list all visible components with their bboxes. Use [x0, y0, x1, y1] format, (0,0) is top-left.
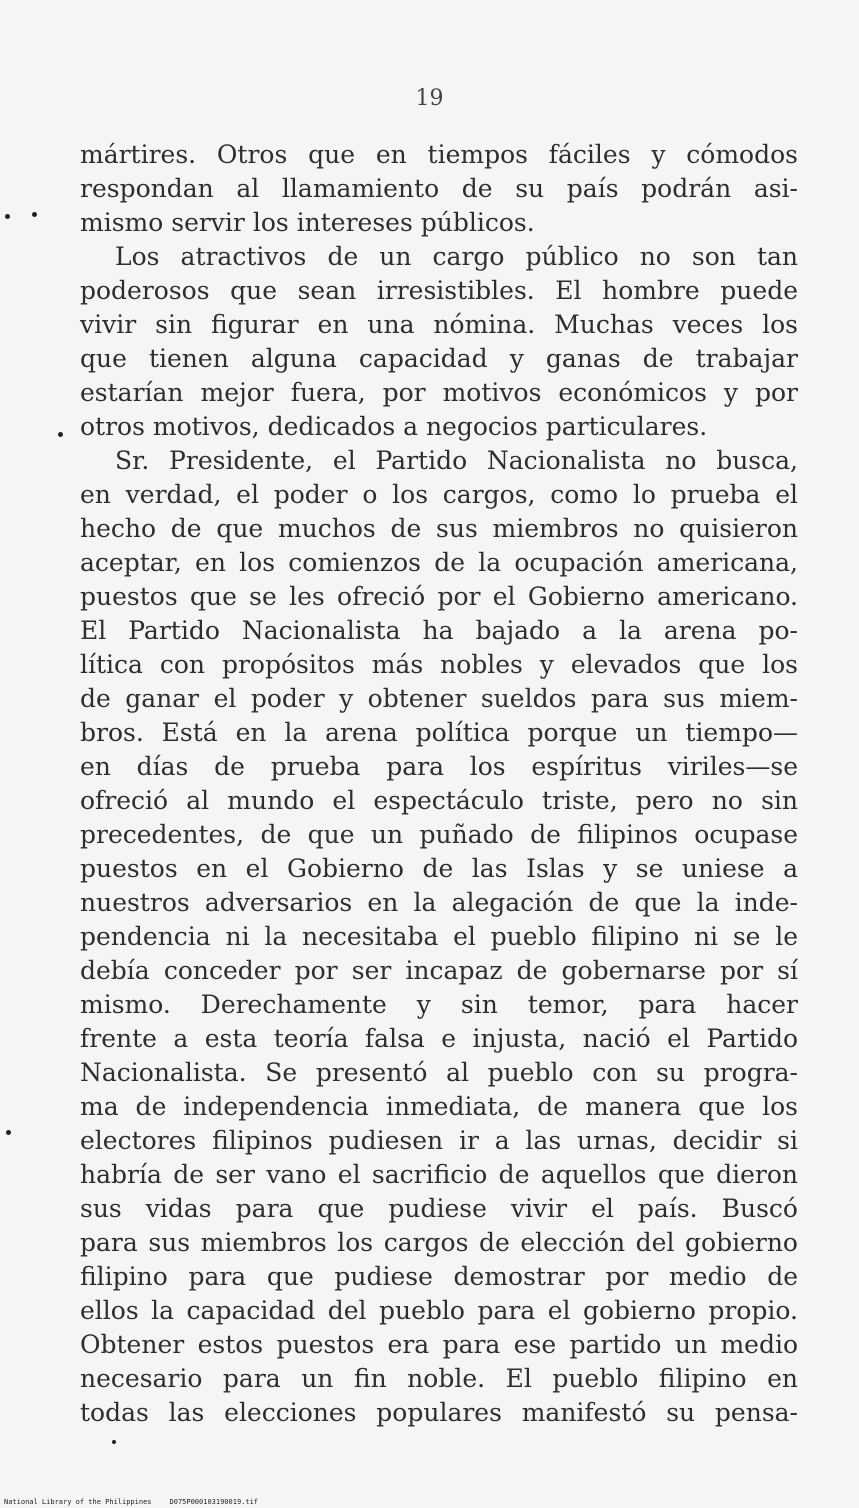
- text-line: Nacionalista. Se presentó al pueblo con su progra-: [80, 1058, 798, 1087]
- text-line: El Partido Nacionalista ha bajado a la arena po-: [80, 616, 798, 645]
- text-line: todas las elecciones populares manifestó su pensa-: [80, 1398, 798, 1427]
- text-line: frente a esta teoría falsa e injusta, nació el Partido: [80, 1024, 798, 1053]
- scan-speck: [32, 212, 37, 217]
- text-line: mártires. Otros que en tiempos fáciles y cómodos: [80, 140, 798, 169]
- text-line: para sus miembros los cargos de elección del gobierno: [80, 1228, 798, 1257]
- scan-speck: [5, 214, 10, 219]
- text-line: estarían mejor fuera, por motivos económicos y por: [80, 378, 798, 407]
- text-line: en días de prueba para los espíritus viriles—se: [80, 752, 798, 781]
- text-line: de ganar el poder y obtener sueldos para sus miem-: [80, 684, 798, 713]
- text-line: ellos la capacidad del pueblo para el gobierno propio.: [80, 1296, 798, 1325]
- scan-footer: [4, 1498, 276, 1506]
- text-line: respondan al llamamiento de su país podrán asi-: [80, 174, 798, 203]
- text-line: hecho de que muchos de sus miembros no quisieron: [80, 514, 798, 543]
- page-number: 19: [415, 86, 444, 111]
- text-line: filipino para que pudiese demostrar por medio de: [80, 1262, 798, 1291]
- body-text: [80, 138, 798, 1430]
- scan-speck: [58, 432, 63, 437]
- text-line: debía conceder por ser incapaz de gobernarse por sí: [80, 956, 798, 985]
- text-line: en verdad, el poder o los cargos, como lo prueba el: [80, 480, 798, 509]
- text-line: mismo. Derechamente y sin temor, para hacer: [80, 990, 798, 1019]
- text-line: lítica con propósitos más nobles y elevados que los: [80, 650, 798, 679]
- text-line: sus vidas para que pudiese vivir el país. Buscó: [80, 1194, 798, 1223]
- text-line: necesario para un fin noble. El pueblo filipino en: [80, 1364, 798, 1393]
- text-line: ofreció al mundo el espectáculo triste, pero no sin: [80, 786, 798, 815]
- text-line: nuestros adversarios en la alegación de que la inde-: [80, 888, 798, 917]
- text-line: pendencia ni la necesitaba el pueblo filipino ni se le: [80, 922, 798, 951]
- text-line: mismo servir los intereses públicos.: [80, 208, 535, 237]
- text-line: Obtener estos puestos era para ese partido un medio: [80, 1330, 798, 1359]
- text-line: otros motivos, dedicados a negocios particulares.: [80, 412, 708, 441]
- footer-library: National Library of the Philippines: [4, 1498, 152, 1506]
- scan-speck: [6, 1130, 11, 1135]
- text-line: vivir sin figurar en una nómina. Muchas veces los: [80, 310, 798, 339]
- text-line: ma de independencia inmediata, de manera que los: [80, 1092, 798, 1121]
- text-line: habría de ser vano el sacrificio de aquellos que dieron: [80, 1160, 798, 1189]
- text-line: que tienen alguna capacidad y ganas de trabajar: [80, 344, 798, 373]
- text-line: puestos en el Gobierno de las Islas y se uniese a: [80, 854, 798, 883]
- footer-file: D075P000103190019.tif: [169, 1498, 259, 1506]
- text-line: precedentes, de que un puñado de filipinos ocupase: [80, 820, 798, 849]
- text-line: poderosos que sean irresistibles. El hombre puede: [80, 276, 798, 305]
- text-line: bros. Está en la arena política porque un tiempo—: [80, 718, 798, 747]
- scan-speck: [112, 1440, 116, 1444]
- text-line: Los atractivos de un cargo público no son tan: [115, 242, 798, 271]
- text-line: electores filipinos pudiesen ir a las urnas, decidir si: [80, 1126, 798, 1155]
- text-line: aceptar, en los comienzos de la ocupación americana,: [80, 548, 798, 577]
- text-line: puestos que se les ofreció por el Gobierno americano.: [80, 582, 798, 611]
- text-line: Sr. Presidente, el Partido Nacionalista no busca,: [115, 446, 798, 475]
